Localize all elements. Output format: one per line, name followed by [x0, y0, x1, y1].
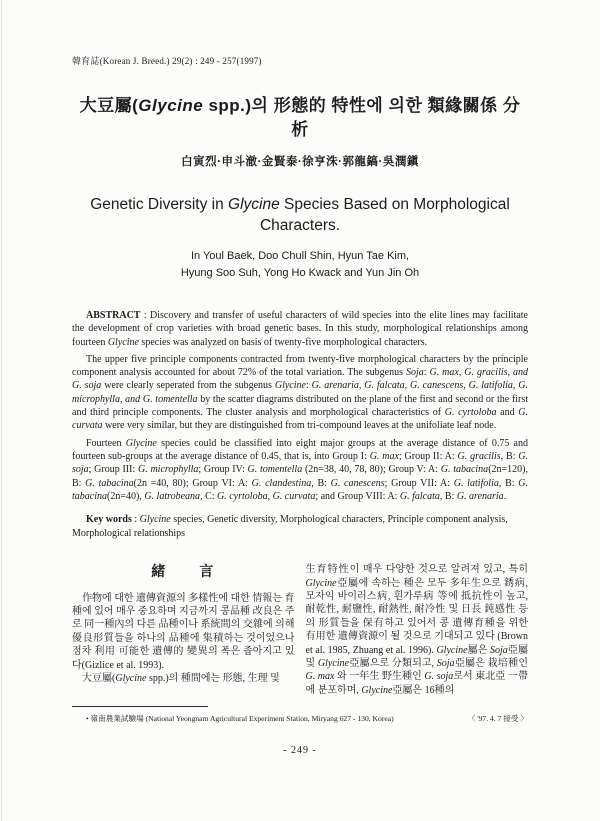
english-authors-line1: In Youl Baek, Doo Chull Shin, Hyun Tae Kim,: [190, 250, 410, 262]
intro-left-column: [72, 563, 295, 697]
intro-heading: 緒 言: [151, 563, 216, 580]
footnote-received-date: 〈 '97. 4. 7 接受 〉: [467, 714, 528, 724]
english-authors-line2: Hyung Soo Suh, Yong Ho Kwack and Yun Jin Oh: [180, 267, 420, 279]
korean-authors: 白寅烈·申斗澈·金賢泰·徐亨洙·郭龍鎬·吳潤鎭: [181, 156, 419, 168]
korean-title: 大豆屬(Glycine spp.)의 形態的 特性에 의한 類緣關係 分析: [79, 96, 521, 139]
intro-left-paragraph-1: 作物에 대한 遺傳資源의 多樣性에 대한 情報는 育種에 있어 매우 중요하며 지금까지 콩品種 改良은 주로 同一種內의 다른 品種이나 系統間의 交雜에 의해 優良形質들을 하나의 品種에 集積하는 것이었으나 점차 利用 可能한 遺傳的 變異의 폭은 좁아지고 있다(Gizlice et al. 1993).: [72, 592, 295, 671]
intro-right-paragraph-1: 生育特性이 매우 다양한 것으로 알려져 있고, 특히 Glycine亞屬에 속하는 種은 모두 多年生으로 銹病, 모자익 바이러스病, 흰가루病 等에 抵抗性이 높고, 耐乾性, 耐鹽性, 耐熱性, 耐冷性 및 日長 鈍感性 등의 形質들을 保有하고 있어서 콩 遺傳育種을 위한 有用한 遺傳資源이 될 것으로 기대되고 있다 (Brown et al. 1985, Zhuang et al. 1996). Glycine屬은 Soja亞屬 및 Glycine亞屬으로 分類되고, Soja亞屬은 栽培種인 G. max 와 一年生 野生種인 G. soja로서 東北亞 一帶에 분포하며, Glycine亞屬은 16種의: [305, 564, 529, 696]
intro-left-paragraph-2: 大豆屬(Glycine spp.)의 種間에는 形態, 生理 및: [82, 673, 280, 684]
abstract-section: [72, 309, 528, 540]
footnote: [72, 714, 528, 724]
intro-right-column: [306, 563, 529, 697]
keywords-line: Key words : Glycine species, Genetic diversity, Morphological characters, Principle component analysis, Morphological relationships: [72, 514, 508, 539]
english-title: Genetic Diversity in Glycine Species Based on Morphological Characters.: [90, 196, 510, 234]
english-authors: [72, 248, 528, 282]
footnote-affiliation: • 嶺南農業試驗場 (National Yeongnam Agricultural Experiment Station, Miryang 627 - 130, Korea): [86, 714, 394, 724]
footnote-divider: [72, 706, 208, 707]
abstract-paragraph-2: The upper five principle components contracted from twenty-five morphological characters by the principle component analysis accounted for about 72% of the total variation. The subgenus Soja: G. max, G. gracilis, and G. soja were clearly seperated from the subgenus Glycine: G. arenaria, G. falcata, G. canescens, G. latifolia, G. microphylla, and G. tomentella by the scatter diagrams distributed on the plane of the first and second or the first and third principle components. The cluster analysis and morphological characteristics of G. cyrtoloba and G. curvata were very similar, but they are distinguished from tri-compound leaves at the unifoliate leaf node.: [72, 353, 529, 432]
page-number: - 249 -: [283, 745, 317, 757]
scan-edge-line: [1, 0, 2, 821]
abstract-paragraph-1: ABSTRACT : Discovery and transfer of useful characters of wild species into the elite lines may facilitate the development of crop varieties with broad genetic bases. In this study, morphological relationships among fourteen Glycine species was analyzed on basis of twenty-five morphological characters.: [72, 310, 528, 348]
introduction-section: [72, 563, 528, 697]
journal-header: 韓育誌(Korean J. Breed.) 29(2) : 249 - 257(1997): [72, 56, 262, 66]
abstract-paragraph-3: Fourteen Glycine species could be classified into eight major groups at the average distance of 0.75 and fourteen sub-groups at the average distance of 0.45, that is, into Group I: G. max; Group II: A: G. gracilis, B: G. soja; Group III: G. microphylla; Group IV: G. tomentella (2n=38, 40, 78, 80); Group V: A: G. tabacina(2n=120), B: G. tabacina(2n =40, 80); Group VI: A: G. clandestina, B: G. canescens; Group VII: A: G. latifolia, B: G. tabacina(2n=40), G. latrobeana, C: G. cyrtoloba, G. curvata; and Group VIII: A: G. falcata, B: G. arenaria.: [72, 437, 529, 502]
